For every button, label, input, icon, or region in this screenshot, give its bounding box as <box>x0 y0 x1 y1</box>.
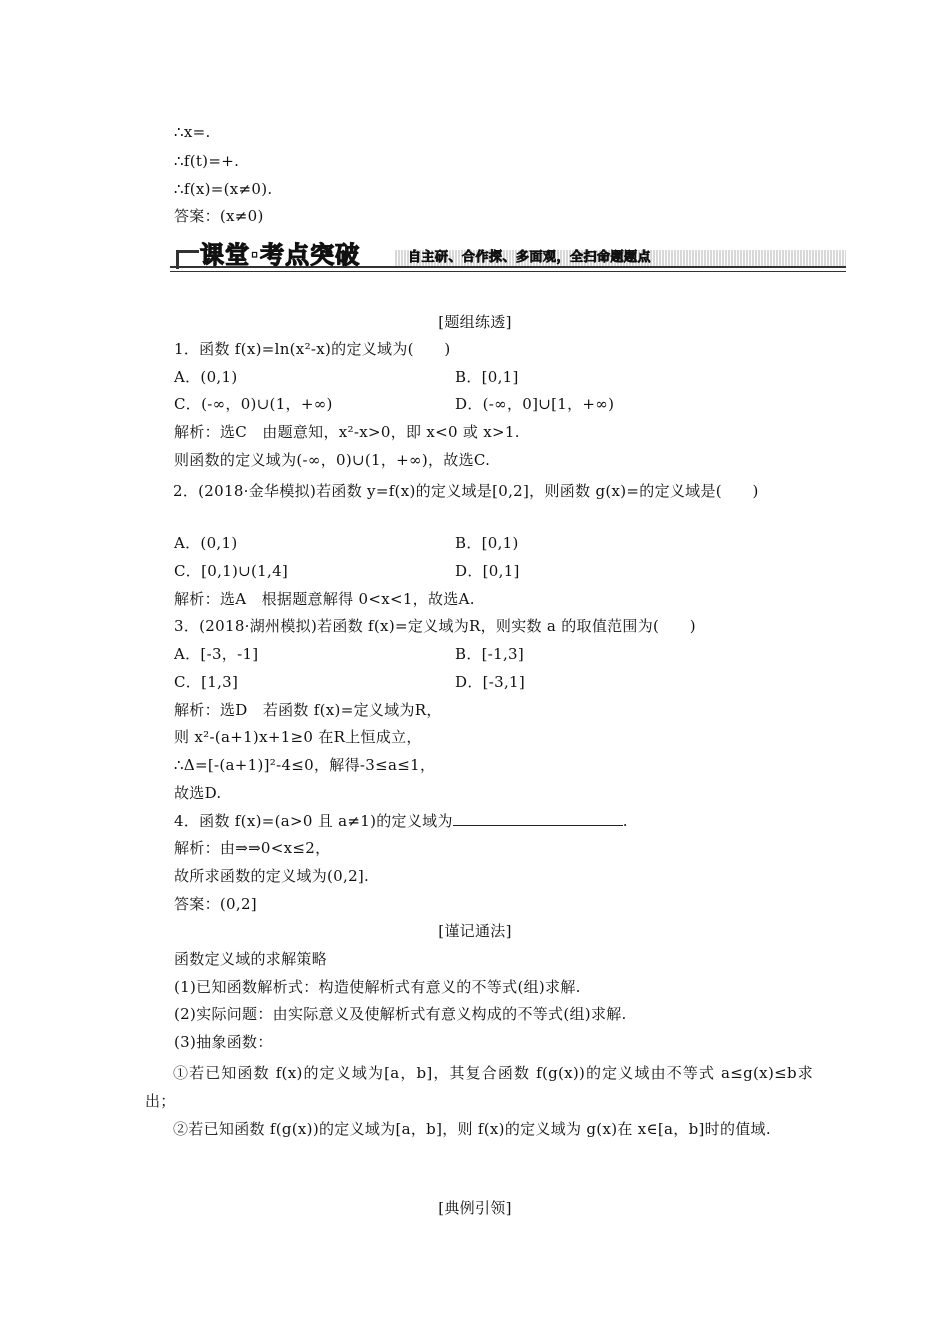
q2-option-a: A．(0,1) <box>174 534 238 552</box>
text-line: ∴x=. <box>174 123 211 141</box>
q1-solution: 解析：选C 由题意知，x²-x>0，即 x<0 或 x>1. <box>174 423 520 441</box>
method-item: (3)抽象函数： <box>174 1033 273 1051</box>
method-item: (2)实际问题：由实际意义及使解析式有意义构成的不等式(组)求解. <box>174 1005 627 1023</box>
question-3-stem: 3．(2018·湖州模拟)若函数 f(x)=定义域为R，则实数 a 的取值范围为( ) <box>174 617 696 635</box>
q4-stem-end: . <box>622 812 628 830</box>
question-1-stem: 1．函数 f(x)=ln(x²-x)的定义域为( ) <box>174 340 451 358</box>
q3-solution: 故选D. <box>174 784 222 802</box>
question-4-stem <box>174 811 628 831</box>
q3-option-d: D．[-3,1] <box>455 673 526 691</box>
q4-solution: 解析：由⇒⇒0<x≤2， <box>174 839 331 857</box>
banner-subtitle: 自主研、合作探、多面观，全扫命题题点 <box>408 250 652 265</box>
method-title: 函数定义域的求解策略 <box>174 950 328 968</box>
banner-bracket-icon <box>176 250 199 269</box>
method-item: ②若已知函数 f(g(x))的定义域为[a，b]，则 f(x)的定义域为 g(x)在 x∈[a，b]时的值域. <box>173 1120 771 1138</box>
banner-rule-thin <box>170 271 846 272</box>
q3-option-c: C．[1,3] <box>174 673 239 691</box>
q4-solution: 故所求函数的定义域为(0,2]. <box>174 867 370 885</box>
method-item: (1)已知函数解析式：构造使解析式有意义的不等式(组)求解. <box>174 978 581 996</box>
q1-option-a: A．(0,1) <box>174 368 238 386</box>
method-item: ①若已知函数 f(x)的定义域为[a，b]，其复合函数 f(g(x))的定义域由不等式 a≤g(x)≤b求出； <box>145 1064 813 1110</box>
answer-blank <box>453 811 623 826</box>
answer-line: 答案：(x≠0) <box>174 207 264 225</box>
q4-stem-text: 4．函数 f(x)=(a>0 且 a≠1)的定义域为 <box>174 812 453 830</box>
q1-option-b: B．[0,1] <box>455 368 519 386</box>
q3-option-a: A．[-3，-1] <box>174 645 259 663</box>
q2-option-b: B．[0,1) <box>455 534 519 552</box>
q2-solution: 解析：选A 根据题意解得 0<x<1，故选A. <box>174 590 475 608</box>
q1-option-c: C．(-∞，0)∪(1，+∞) <box>174 395 333 413</box>
text-line: ∴f(t)=+. <box>174 152 240 170</box>
section-heading: [谨记通法] <box>438 922 512 940</box>
banner-title: 课堂·考点突破 <box>200 241 361 269</box>
q2-option-c: C．[0,1)∪(1,4] <box>174 562 289 580</box>
q3-solution: 解析：选D 若函数 f(x)=定义域为R， <box>174 701 442 719</box>
q1-solution: 则函数的定义域为(-∞，0)∪(1，+∞)，故选C. <box>174 451 491 469</box>
question-2-stem: 2．(2018·金华模拟)若函数 y=f(x)的定义域是[0,2]，则函数 g(x)=的定义域是( ) <box>173 482 759 500</box>
section-banner <box>170 240 846 276</box>
section-heading: [典例引领] <box>438 1199 512 1217</box>
q3-option-b: B．[-1,3] <box>455 645 525 663</box>
q3-solution: 则 x²-(a+1)x+1≥0 在R上恒成立， <box>174 728 422 746</box>
q3-solution: ∴Δ=[-(a+1)]²-4≤0，解得-3≤a≤1， <box>174 756 436 774</box>
section-heading: [题组练透] <box>438 313 512 331</box>
q4-answer: 答案：(0,2] <box>174 895 257 913</box>
q1-option-d: D．(-∞，0]∪[1，+∞) <box>455 395 615 413</box>
q2-option-d: D．[0,1] <box>455 562 520 580</box>
text-line: ∴f(x)=(x≠0). <box>174 180 273 198</box>
